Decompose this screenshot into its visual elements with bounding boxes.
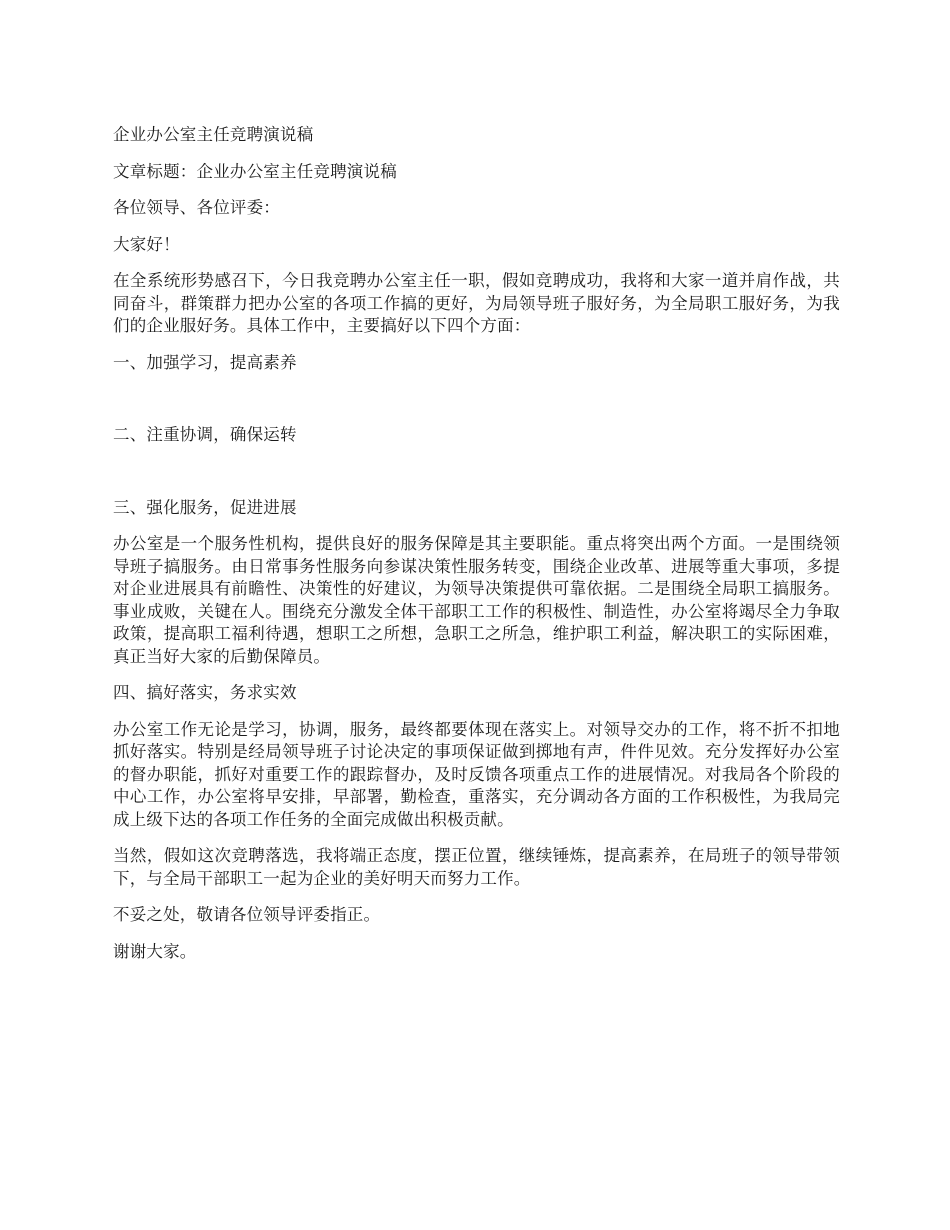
article-title: 文章标题：企业办公室主任竞聘演说稿 xyxy=(113,161,397,181)
blank-spacer xyxy=(113,461,840,497)
document-page xyxy=(113,124,840,977)
section-2-heading: 二、注重协调，确保运转 xyxy=(113,425,297,444)
intro-paragraph: 在全系统形势感召下，今日我竞聘办公室主任一职，假如竞聘成功，我将和大家一道并肩作战，共同奋斗，群策群力把办公室的各项工作搞的更好，为局领导班子服好务，为全局职工服好务，为我们的企业服好务。具体工作中，主要搞好以下四个方面： xyxy=(113,271,840,335)
closing-request: 不妥之处，敬请各位领导评委指正。 xyxy=(113,905,381,924)
greeting: 大家好！ xyxy=(113,234,180,254)
thanks-line: 谢谢大家。 xyxy=(113,941,197,961)
document-title: 企业办公室主任竞聘演说稿 xyxy=(113,125,314,144)
conclusion-paragraph: 当然，假如这次竞聘落选，我将端正态度，摆正位置，继续锤炼，提高素养，在局班子的领导带领下，与全局干部职工一起为企业的美好明天而努力工作。 xyxy=(113,846,840,888)
section-4-heading: 四、搞好落实，务求实效 xyxy=(113,683,297,702)
section-3-body: 办公室是一个服务性机构，提供良好的服务保障是其主要职能。重点将突出两个方面。一是围绕领导班子搞服务。由日常事务性服务向参谋决策性服务转变，围绕企业改革、进展等重大事项，多提对企业进展具有前瞻性、决策性的好建议，为领导决策提供可靠依据。二是围绕全局职工搞服务。事业成败，关键在人。围绕充分激发全体干部职工工作的积极性、制造性，办公室将竭尽全力争取政策，提高职工福利待遇，想职工之所想，急职工之所急，维护职工利益，解决职工的实际困难，真正当好大家的后勤保障员。 xyxy=(113,534,840,666)
section-4-body: 办公室工作无论是学习，协调，服务，最终都要体现在落实上。对领导交办的工作，将不折不扣地抓好落实。特别是经局领导班子讨论决定的事项保证做到掷地有声，件件见效。充分发挥好办公室的督办职能，抓好对重要工作的跟踪督办，及时反馈各项重点工作的进展情况。对我局各个阶段的中心工作，办公室将早安排，早部署，勤检查，重落实，充分调动各方面的工作积极性，为我局完成上级下达的各项工作任务的全面完成做出积极贡献。 xyxy=(113,719,840,829)
salutation: 各位领导、各位评委： xyxy=(113,198,280,217)
blank-spacer xyxy=(113,388,840,424)
section-3-heading: 三、强化服务，促进进展 xyxy=(113,497,297,517)
section-1-heading: 一、加强学习，提高素养 xyxy=(113,352,297,372)
